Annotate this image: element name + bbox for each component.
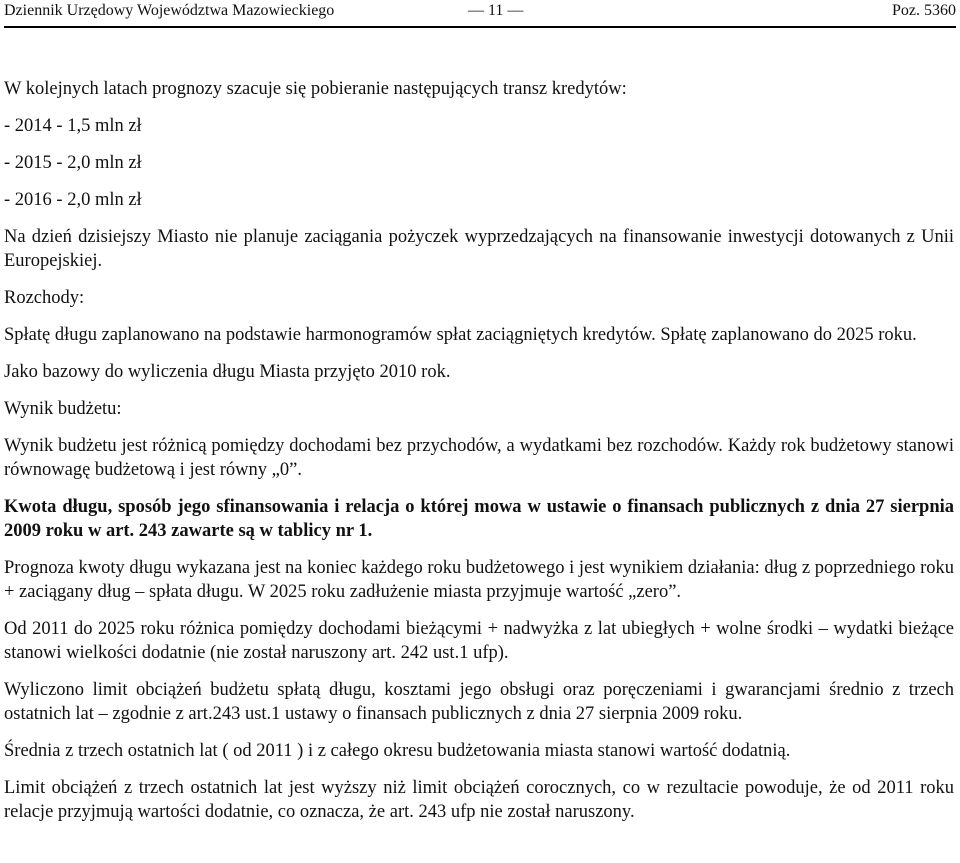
paragraph-debt-amount: Kwota długu, sposób jego sfinansowania i relacja o której mowa w ustawie o finansach publicznych z dnia 27 sierpnia 2009 roku w art. 243 zawarte są w tablicy nr 1. xyxy=(4,497,954,541)
page-header xyxy=(4,0,956,28)
list-item: - 2014 - 1,5 mln zł xyxy=(4,116,142,136)
paragraph-average: Średnia z trzech ostatnich lat ( od 2011 ) i z całego okresu budżetowania miasta stanowi wartość dodatnią. xyxy=(4,741,791,761)
heading-wynik-budzetu: Wynik budżetu: xyxy=(4,399,122,419)
paragraph-debt-forecast: Prognoza kwoty długu wykazana jest na koniec każdego roku budżetowego i jest wynikiem działania: dług z poprzedniego roku + zaciągany dług – spłata długu. W 2025 roku zadłużenie miasta przyjmuje wartość „zero”. xyxy=(4,558,954,602)
paragraph-base-year: Jako bazowy do wyliczenia długu Miasta przyjęto 2010 rok. xyxy=(4,362,451,382)
paragraph-limit-calculation: Wyliczono limit obciążeń budżetu spłatą długu, kosztami jego obsługi oraz poręczeniami i gwarancjami średnio z trzech ostatnich lat – zgodnie z art.243 ust.1 ustawy o finansach publicznych z dnia 27 sierpnia 2009 roku. xyxy=(4,680,954,724)
heading-rozchody: Rozchody: xyxy=(4,288,85,308)
list-item: - 2015 - 2,0 mln zł xyxy=(4,153,142,173)
intro-paragraph: W kolejnych latach prognozy szacuje się pobieranie następujących transz kredytów: xyxy=(4,79,627,99)
journal-title: Dziennik Urzędowy Województwa Mazowieckiego xyxy=(4,2,335,19)
paragraph-debt-repayment: Spłatę długu zaplanowano na podstawie harmonogramów spłat zaciągniętych kredytów. Spłatę zaplanowano do 2025 roku. xyxy=(4,325,917,345)
list-item: - 2016 - 2,0 mln zł xyxy=(4,190,142,210)
paragraph-current-balance: Od 2011 do 2025 roku różnica pomiędzy dochodami bieżącymi + nadwyżka z lat ubiegłych + wolne środki – wydatki bieżące stanowi wielkości dodatnie (nie został naruszony art. 242 ust.1 ufp). xyxy=(4,619,954,663)
paragraph-loans: Na dzień dzisiejszy Miasto nie planuje zaciągania pożyczek wyprzedzających na finansowanie inwestycji dotowanych z Unii Europejskiej. xyxy=(4,227,954,271)
position-number: Poz. 5360 xyxy=(892,2,956,19)
paragraph-budget-result: Wynik budżetu jest różnicą pomiędzy dochodami bez przychodów, a wydatkami bez rozchodów. Każdy rok budżetowy stanowi równowagę budżetową i jest równy „0”. xyxy=(4,436,954,480)
page-number: — 11 — xyxy=(468,2,524,19)
paragraph-limit-result: Limit obciążeń z trzech ostatnich lat jest wyższy niż limit obciążeń corocznych, co w rezultacie powoduje, że od 2011 roku relacje przyjmują wartości dodatnie, co oznacza, że art. 243 ufp nie został naruszony. xyxy=(4,778,954,822)
